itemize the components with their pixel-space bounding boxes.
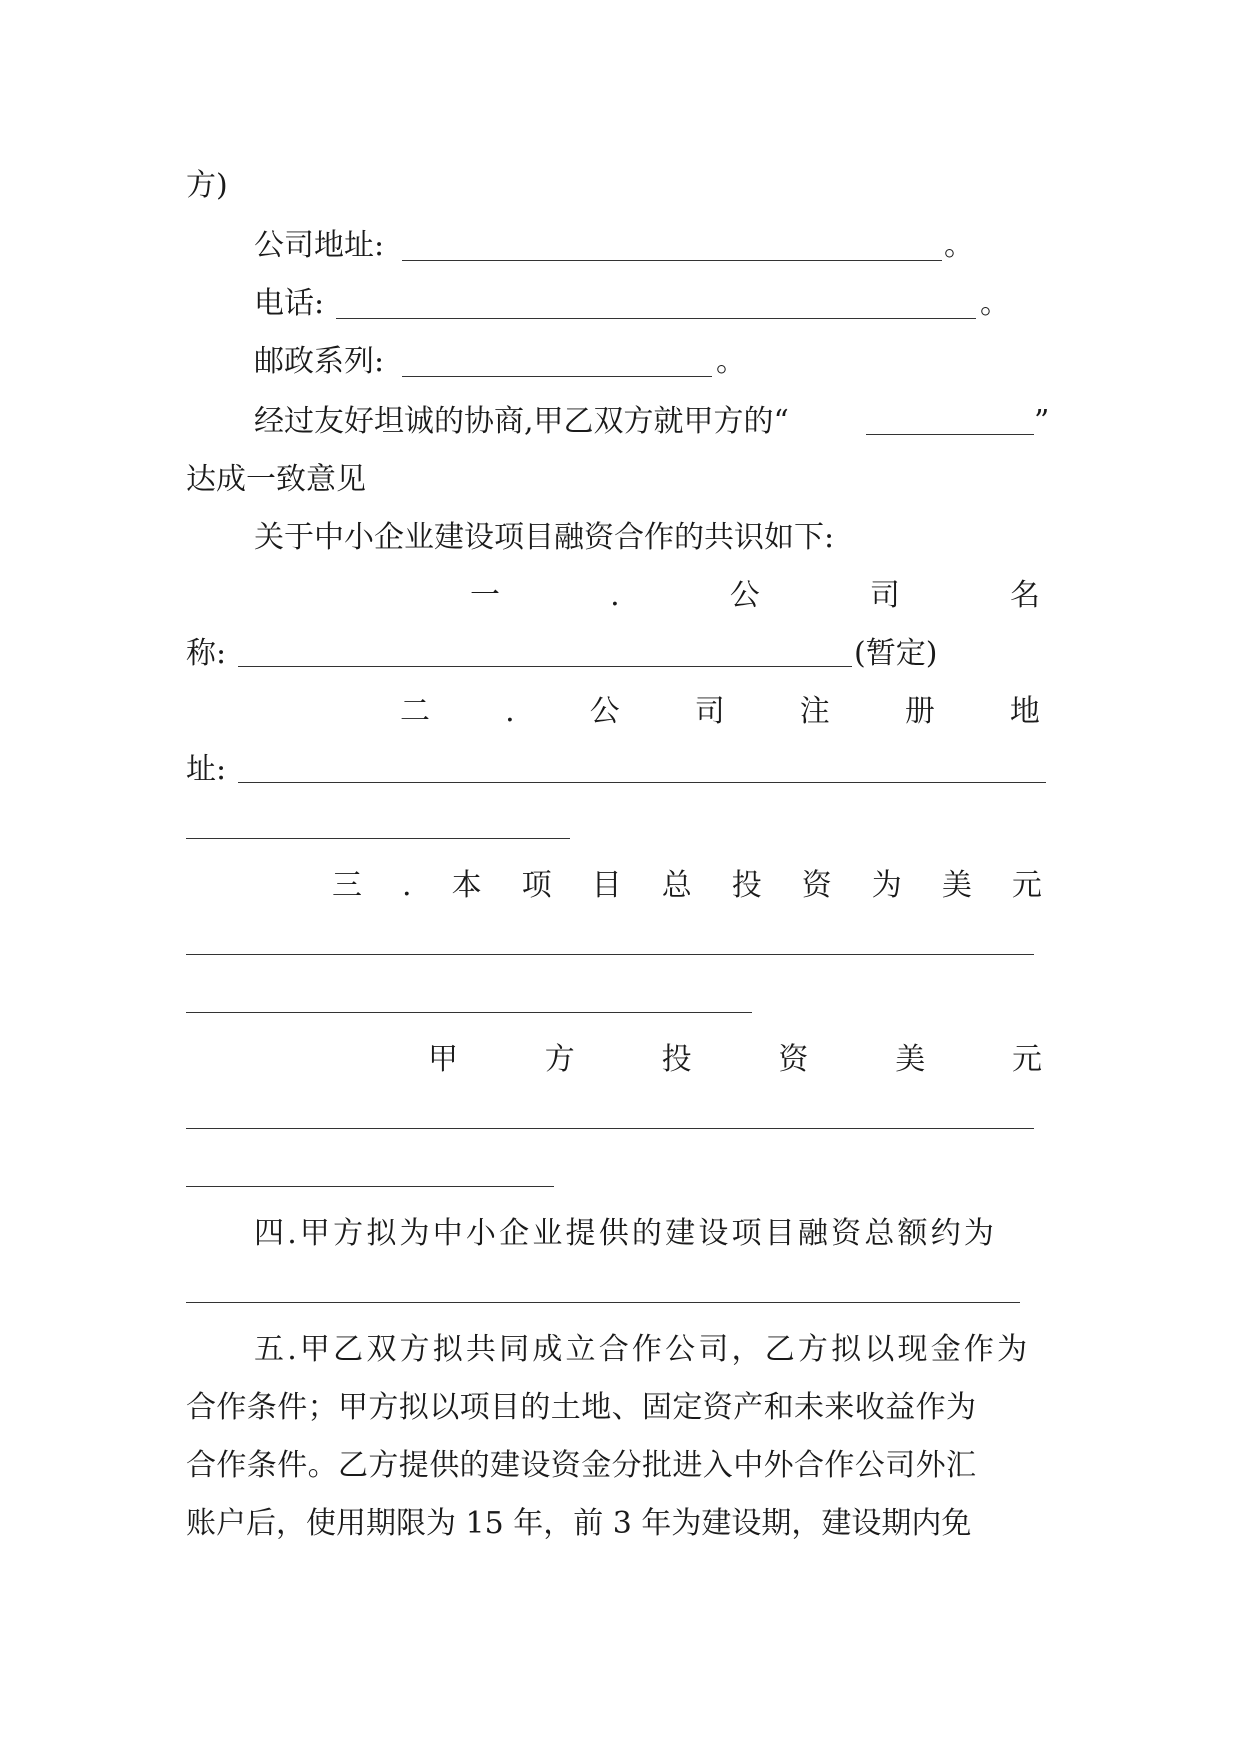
party-a-investment-field-cont[interactable]: [186, 1186, 554, 1187]
company-address-field[interactable]: [402, 260, 942, 261]
tentative-note: (暂定): [854, 636, 938, 671]
item2-heading: 二 . 公 司 注 册 地: [400, 694, 1040, 729]
item2-cont: 址:: [186, 752, 227, 787]
item5-line-4: 账户后，使用期限为 15 年，前 3 年为建设期，建设期内免: [186, 1506, 972, 1541]
consensus-heading: 关于中小企业建设项目融资合作的共识如下:: [254, 520, 835, 555]
financing-total-field[interactable]: [186, 1302, 1020, 1303]
close-quote: ”: [1034, 404, 1050, 439]
total-investment-field[interactable]: [186, 954, 1034, 955]
company-address-label: 公司地址:: [254, 228, 385, 263]
company-name-field[interactable]: [238, 666, 852, 667]
item4-text: 四.甲方拟为中小企业提供的建设项目融资总额约为: [254, 1216, 998, 1251]
registered-address-field-cont[interactable]: [186, 838, 570, 839]
phone-field[interactable]: [336, 318, 976, 319]
period: 。: [716, 344, 746, 379]
registered-address-field[interactable]: [238, 782, 1046, 783]
item5-line-1: 五.甲乙双方拟共同成立合作公司，乙方拟以现金作为: [254, 1332, 1031, 1367]
item3-heading: 三 . 本 项 目 总 投 资 为 美 元: [332, 868, 1042, 903]
continued-text: 方): [186, 168, 228, 203]
item5-line-3: 合作条件。乙方提供的建设资金分批进入中外合作公司外汇: [186, 1448, 977, 1483]
postal-field[interactable]: [402, 376, 712, 377]
postal-label: 邮政系列:: [254, 344, 385, 379]
project-name-field[interactable]: [866, 434, 1034, 435]
agree-text: 达成一致意见: [186, 462, 366, 497]
item1-heading: 一 . 公 司 名: [470, 578, 1040, 613]
item1-cont: 称:: [186, 636, 227, 671]
period: 。: [944, 228, 974, 263]
total-investment-field-cont[interactable]: [186, 1012, 752, 1013]
phone-label: 电话:: [254, 286, 325, 321]
period: 。: [980, 286, 1010, 321]
consult-paragraph: 经过友好坦诚的协商,甲乙双方就甲方的“: [254, 404, 789, 439]
party-a-investment-field[interactable]: [186, 1128, 1034, 1129]
party-a-investment-heading: 甲 方 投 资 美 元: [428, 1042, 1042, 1077]
item5-line-2: 合作条件；甲方拟以项目的土地、固定资产和未来收益作为: [186, 1390, 977, 1425]
